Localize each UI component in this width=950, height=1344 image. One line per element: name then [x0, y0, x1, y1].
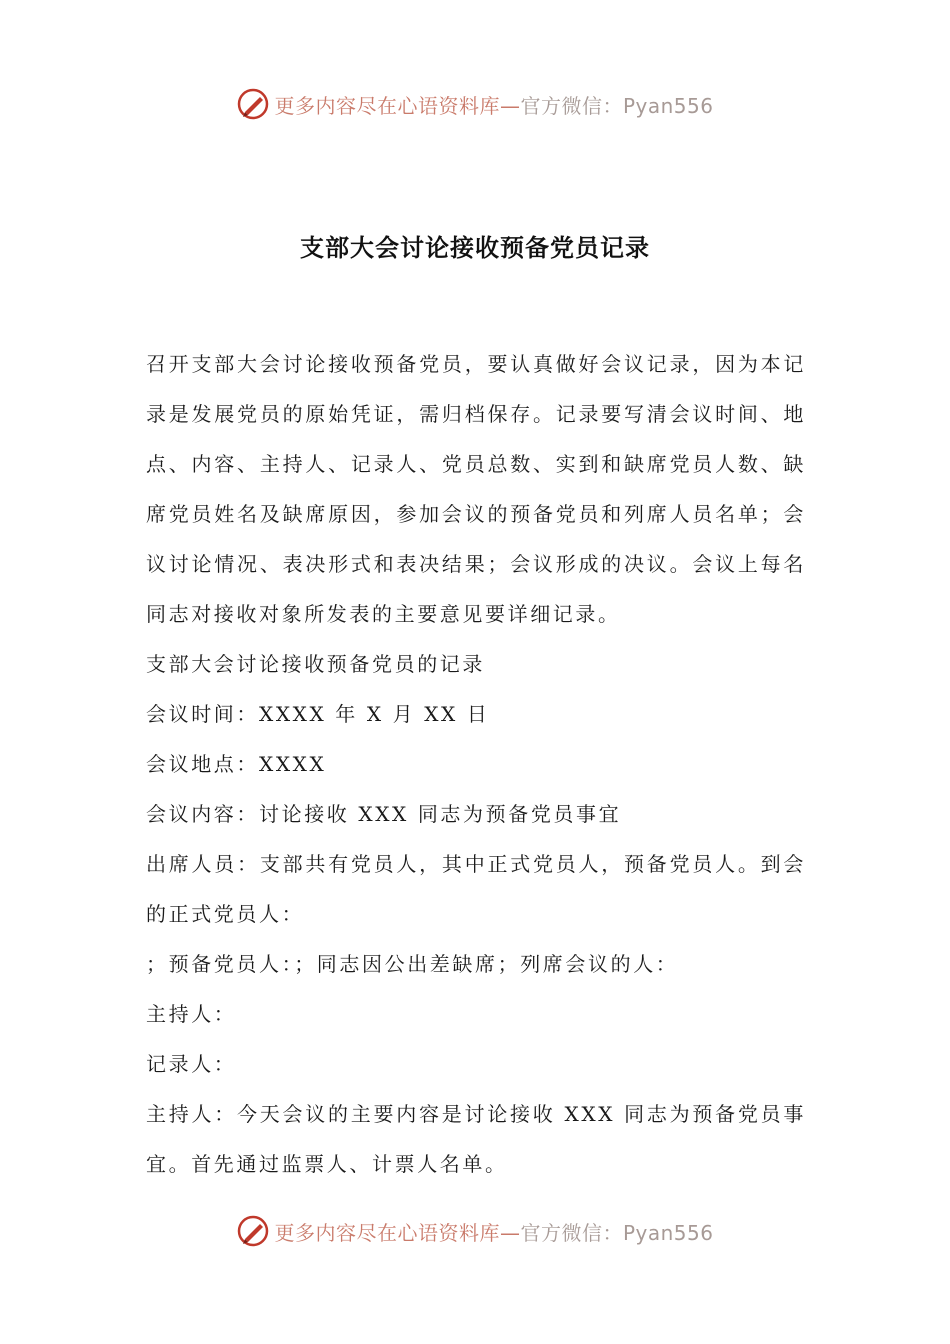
attendees: 出席人员：支部共有党员人，其中正式党员人，预备党员人。到会的正式党员人：: [146, 852, 806, 926]
host: 主持人：: [146, 1002, 237, 1026]
banner-slogan: 更多内容尽在心语资料库—: [274, 1220, 521, 1245]
record-heading: 支部大会讨论接收预备党员的记录: [146, 652, 485, 676]
intro-paragraph: 召开支部大会讨论接收预备党员，要认真做好会议记录，因为本记录是发展党员的原始凭证，需归档保存。记录要写清会议时间、地点、内容、主持人、记录人、党员总数、实到和缺席党员人数、缺席党员姓名及缺席原因，参加会议的预备党员和列席人员名单；会议讨论情况、表决形式和表决结果；会议形成的决议。会议上每名同志对接收对象所发表的主要意见要详细记录。: [146, 352, 806, 626]
banner-wechat: 官方微信：Pyan556: [520, 93, 714, 118]
meeting-time: 会议时间：XXXX 年 X 月 XX 日: [146, 702, 490, 726]
host-opening-remarks: 主持人：今天会议的主要内容是讨论接收 XXX 同志为预备党员事宜。首先通过监票人、计票人名单。: [146, 1102, 806, 1176]
banner-slogan: 更多内容尽在心语资料库—: [274, 93, 521, 118]
document-body: [146, 339, 806, 1189]
banner-wechat: 官方微信：Pyan556: [520, 1220, 714, 1245]
recorder: 记录人：: [146, 1052, 237, 1076]
pen-logo-icon: [236, 87, 270, 121]
header-watermark-banner: [0, 84, 950, 124]
banner-text: [274, 1217, 713, 1246]
document-title: 支部大会讨论接收预备党员记录: [300, 234, 650, 262]
footer-watermark-banner: [0, 1211, 950, 1251]
meeting-content: 会议内容：讨论接收 XXX 同志为预备党员事宜: [146, 802, 622, 826]
banner-text: [274, 90, 713, 119]
meeting-location: 会议地点：XXXX: [146, 752, 327, 776]
attendees-continued: ；预备党员人：；同志因公出差缺席；列席会议的人：: [146, 952, 679, 976]
pen-logo-icon: [236, 1214, 270, 1248]
